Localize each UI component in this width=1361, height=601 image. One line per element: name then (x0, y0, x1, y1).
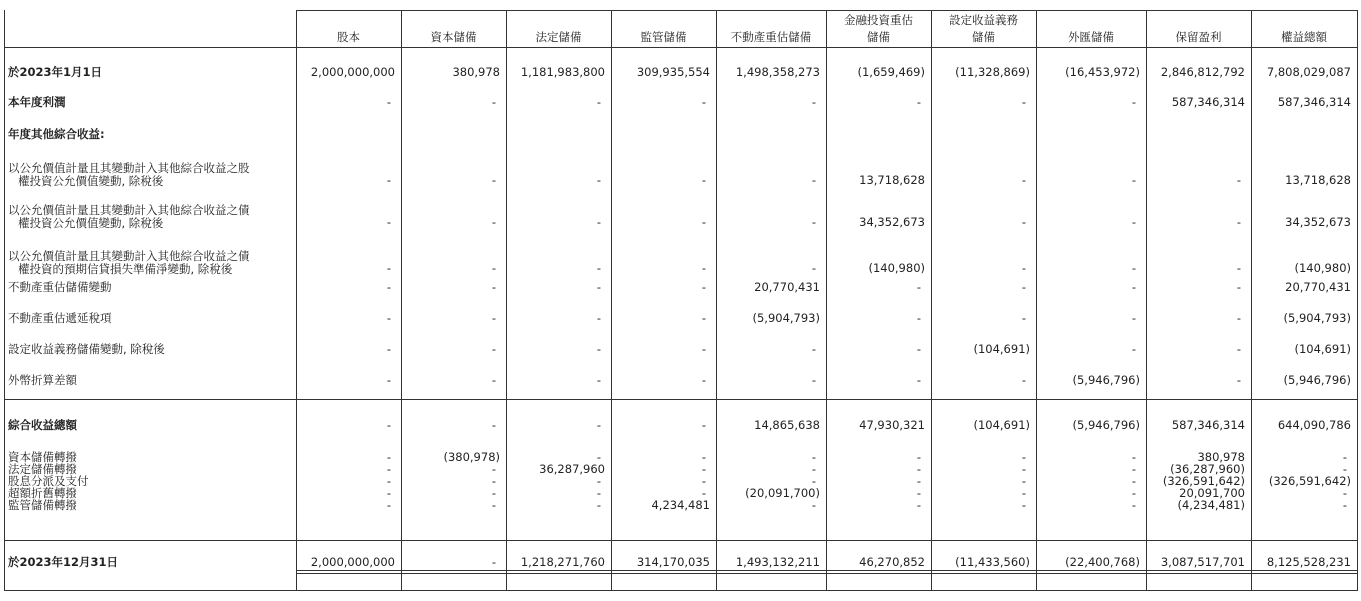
nil-value: - (701, 280, 706, 294)
amount-value: 36,287,960 (539, 462, 605, 476)
amount-value: (16,453,972) (1065, 65, 1140, 79)
nil-value: - (701, 261, 706, 275)
nil-value: - (1236, 311, 1241, 325)
nil-value: - (1342, 498, 1347, 512)
nil-value: - (491, 95, 496, 109)
row-label: 外幣折算差額 (8, 373, 77, 387)
column-header: 股本 (337, 30, 360, 44)
row-label: 法定儲備轉撥 (8, 462, 77, 476)
nil-value: - (701, 450, 706, 464)
row-label: 綜合收益總額 (8, 418, 77, 432)
row-label: 年度其他綜合收益: (8, 127, 105, 141)
nil-value: - (811, 373, 816, 387)
amount-value: (11,433,560) (955, 555, 1030, 569)
amount-value: 20,770,431 (754, 280, 820, 294)
column-header: 金融投資重估 (844, 13, 913, 27)
nil-value: - (916, 373, 921, 387)
amount-value: 380,978 (1197, 450, 1245, 464)
nil-value: - (386, 373, 391, 387)
nil-value: - (386, 486, 391, 500)
nil-value: - (596, 474, 601, 488)
header-top-rule (296, 10, 1357, 11)
nil-value: - (491, 261, 496, 275)
amount-value: (22,400,768) (1065, 555, 1140, 569)
amount-value: (326,591,642) (1268, 474, 1351, 488)
nil-value: - (1131, 462, 1136, 476)
amount-value: 1,218,271,760 (520, 555, 605, 569)
nil-value: - (701, 486, 706, 500)
nil-value: - (1131, 450, 1136, 464)
amount-value: 3,087,517,701 (1160, 555, 1245, 569)
column-header: 設定收益義務 (949, 13, 1018, 27)
amount-value: 20,770,431 (1285, 280, 1351, 294)
column-header: 保留盈利 (1175, 30, 1222, 44)
nil-value: - (386, 342, 391, 356)
header-bottom-rule (4, 47, 1358, 48)
amount-value: (5,946,796) (1283, 373, 1351, 387)
nil-value: - (811, 342, 816, 356)
amount-value: 4,234,481 (651, 498, 710, 512)
amount-value: (1,659,469) (857, 65, 925, 79)
column-header: 儲備 (867, 30, 890, 44)
nil-value: - (1131, 486, 1136, 500)
nil-value: - (491, 215, 496, 229)
nil-value: - (386, 462, 391, 476)
amount-value: (104,691) (973, 342, 1030, 356)
nil-value: - (916, 95, 921, 109)
total-rule-1 (296, 570, 1357, 571)
nil-value: - (491, 498, 496, 512)
amount-value: (5,946,796) (1072, 373, 1140, 387)
amount-value: 7,808,029,087 (1266, 65, 1351, 79)
amount-value: (20,091,700) (745, 486, 820, 500)
nil-value: - (1236, 280, 1241, 294)
nil-value: - (1236, 173, 1241, 187)
nil-value: - (596, 311, 601, 325)
amount-value: (326,591,642) (1162, 474, 1245, 488)
amount-value: 14,865,638 (754, 418, 820, 432)
nil-value: - (811, 498, 816, 512)
amount-value: (5,946,796) (1072, 418, 1140, 432)
nil-value: - (491, 373, 496, 387)
nil-value: - (916, 450, 921, 464)
column-divider (4, 10, 5, 590)
nil-value: - (386, 418, 391, 432)
nil-value: - (811, 173, 816, 187)
nil-value: - (916, 280, 921, 294)
row-label: 不動產重估遞延稅項 (8, 311, 112, 325)
row-label: 本年度利潤 (8, 95, 66, 109)
nil-value: - (701, 173, 706, 187)
amount-value: 47,930,321 (859, 418, 925, 432)
nil-value: - (596, 342, 601, 356)
nil-value: - (811, 261, 816, 275)
nil-value: - (1131, 261, 1136, 275)
closing-rule (4, 540, 1358, 541)
amount-value: (5,904,793) (752, 311, 820, 325)
nil-value: - (1021, 280, 1026, 294)
amount-value: (140,980) (868, 261, 925, 275)
nil-value: - (596, 95, 601, 109)
amount-value: (36,287,960) (1170, 462, 1245, 476)
nil-value: - (1021, 373, 1026, 387)
nil-value: - (1021, 486, 1026, 500)
nil-value: - (1342, 450, 1347, 464)
nil-value: - (701, 474, 706, 488)
nil-value: - (596, 373, 601, 387)
row-label: 股息分派及支付 (8, 474, 89, 488)
row-label-continued: 權投資的預期信貸損失準備淨變動, 除稅後 (18, 262, 233, 276)
amount-value: 13,718,628 (1285, 173, 1351, 187)
nil-value: - (491, 173, 496, 187)
nil-value: - (1021, 462, 1026, 476)
amount-value: 34,352,673 (1285, 215, 1351, 229)
nil-value: - (1021, 450, 1026, 464)
row-label: 超額折舊轉撥 (8, 486, 77, 500)
nil-value: - (1236, 261, 1241, 275)
column-header: 不動產重估儲備 (730, 30, 812, 44)
nil-value: - (386, 95, 391, 109)
row-label: 以公允價值計量且其變動計入其他綜合收益之債 (8, 249, 250, 263)
nil-value: - (386, 280, 391, 294)
amount-value: 2,000,000,000 (310, 65, 395, 79)
column-header: 權益總額 (1281, 30, 1327, 44)
nil-value: - (491, 311, 496, 325)
nil-value: - (1021, 95, 1026, 109)
nil-value: - (916, 498, 921, 512)
nil-value: - (916, 486, 921, 500)
row-label: 以公允價值計量且其變動計入其他綜合收益之股 (8, 161, 250, 175)
nil-value: - (701, 418, 706, 432)
total-rule-2 (296, 573, 1357, 574)
amount-value: 34,352,673 (859, 215, 925, 229)
column-header: 外匯儲備 (1068, 30, 1114, 44)
nil-value: - (1131, 280, 1136, 294)
amount-value: 1,498,358,273 (735, 65, 820, 79)
nil-value: - (1021, 261, 1026, 275)
amount-value: 309,935,554 (636, 65, 710, 79)
nil-value: - (701, 462, 706, 476)
nil-value: - (1131, 498, 1136, 512)
column-header: 法定儲備 (535, 30, 582, 44)
amount-value: (5,904,793) (1283, 311, 1351, 325)
nil-value: - (1236, 342, 1241, 356)
amount-value: (11,328,869) (955, 65, 1030, 79)
nil-value: - (1131, 311, 1136, 325)
nil-value: - (386, 311, 391, 325)
nil-value: - (386, 450, 391, 464)
nil-value: - (596, 280, 601, 294)
nil-value: - (386, 173, 391, 187)
amount-value: 2,000,000,000 (310, 555, 395, 569)
column-divider (1357, 10, 1358, 590)
nil-value: - (1021, 215, 1026, 229)
nil-value: - (811, 95, 816, 109)
row-label: 不動產重估儲備變動 (8, 280, 112, 294)
nil-value: - (596, 486, 601, 500)
nil-value: - (386, 261, 391, 275)
nil-value: - (596, 418, 601, 432)
nil-value: - (811, 462, 816, 476)
amount-value: (104,691) (1294, 342, 1351, 356)
nil-value: - (1342, 462, 1347, 476)
table-bottom-rule (4, 590, 1358, 591)
amount-value: (104,691) (973, 418, 1030, 432)
amount-value: 1,493,132,211 (735, 555, 820, 569)
nil-value: - (596, 498, 601, 512)
nil-value: - (1021, 311, 1026, 325)
nil-value: - (916, 462, 921, 476)
nil-value: - (491, 342, 496, 356)
amount-value: 587,346,314 (1171, 418, 1245, 432)
nil-value: - (701, 215, 706, 229)
nil-value: - (386, 498, 391, 512)
nil-value: - (1131, 474, 1136, 488)
nil-value: - (1021, 474, 1026, 488)
amount-value: 8,125,528,231 (1266, 555, 1351, 569)
amount-value: 314,170,035 (636, 555, 710, 569)
amount-value: 644,090,786 (1277, 418, 1351, 432)
amount-value: 2,846,812,792 (1160, 65, 1245, 79)
nil-value: - (491, 418, 496, 432)
nil-value: - (811, 474, 816, 488)
amount-value: 46,270,852 (859, 555, 925, 569)
nil-value: - (811, 450, 816, 464)
amount-value: 1,181,983,800 (520, 65, 605, 79)
nil-value: - (1131, 215, 1136, 229)
row-label: 監管儲備轉撥 (8, 498, 77, 512)
nil-value: - (491, 486, 496, 500)
row-label: 設定收益義務儲備變動, 除稅後 (8, 342, 165, 356)
row-label-continued: 權投資公允價值變動, 除稅後 (18, 174, 164, 188)
amount-value: (380,978) (443, 450, 500, 464)
nil-value: - (1131, 95, 1136, 109)
row-label: 於2023年1月1日 (8, 65, 103, 79)
nil-value: - (1021, 498, 1026, 512)
nil-value: - (701, 95, 706, 109)
nil-value: - (386, 474, 391, 488)
nil-value: - (1342, 486, 1347, 500)
nil-value: - (596, 261, 601, 275)
nil-value: - (491, 280, 496, 294)
amount-value: (4,234,481) (1177, 498, 1245, 512)
subtotal-rule (4, 399, 1358, 400)
nil-value: - (916, 311, 921, 325)
row-label: 資本儲備轉撥 (8, 450, 77, 464)
nil-value: - (596, 215, 601, 229)
amount-value: 587,346,314 (1171, 95, 1245, 109)
row-label: 於2023年12月31日 (8, 555, 119, 569)
nil-value: - (1236, 373, 1241, 387)
nil-value: - (916, 474, 921, 488)
nil-value: - (916, 342, 921, 356)
nil-value: - (701, 373, 706, 387)
nil-value: - (596, 450, 601, 464)
column-header: 資本儲備 (430, 30, 477, 44)
row-label-continued: 權投資公允價值變動, 除稅後 (18, 216, 164, 230)
nil-value: - (1131, 342, 1136, 356)
nil-value: - (596, 173, 601, 187)
amount-value: 380,978 (452, 65, 500, 79)
nil-value: - (701, 311, 706, 325)
amount-value: 13,718,628 (859, 173, 925, 187)
nil-value: - (491, 462, 496, 476)
nil-value: - (701, 342, 706, 356)
column-header: 儲備 (972, 30, 995, 44)
nil-value: - (491, 474, 496, 488)
nil-value: - (491, 555, 496, 569)
row-label: 以公允價值計量且其變動計入其他綜合收益之債 (8, 203, 250, 217)
nil-value: - (1236, 215, 1241, 229)
amount-value: (140,980) (1294, 261, 1351, 275)
amount-value: 587,346,314 (1277, 95, 1351, 109)
nil-value: - (1131, 173, 1136, 187)
nil-value: - (811, 215, 816, 229)
column-header: 監管儲備 (640, 30, 687, 44)
amount-value: 20,091,700 (1179, 486, 1245, 500)
nil-value: - (386, 215, 391, 229)
nil-value: - (1021, 173, 1026, 187)
